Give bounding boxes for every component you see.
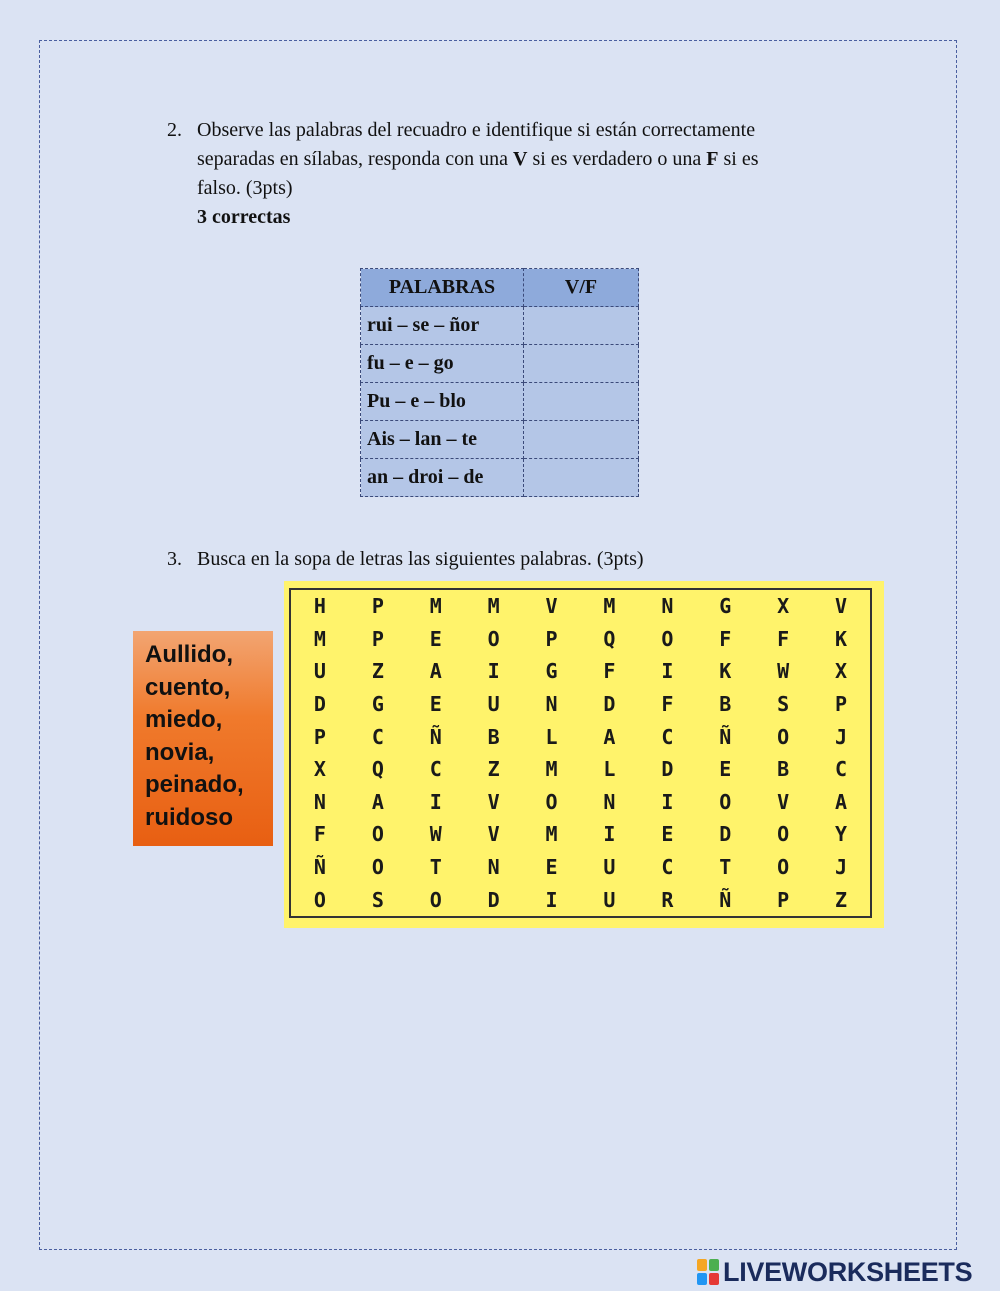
grid-cell[interactable]: O xyxy=(719,789,732,814)
grid-cell[interactable]: M xyxy=(313,626,326,651)
word-list-item: Aullido, xyxy=(145,641,233,668)
grid-cell[interactable]: I xyxy=(603,822,616,847)
grid-cell[interactable]: T xyxy=(429,855,442,880)
grid-cell[interactable]: P xyxy=(545,626,558,651)
question-line-1: Observe las palabras del recuadro e identifique si están correctamente xyxy=(197,119,756,141)
grid-cell[interactable]: S xyxy=(371,887,384,912)
grid-cell[interactable]: O xyxy=(371,855,384,880)
grid-cell[interactable]: Ñ xyxy=(719,724,732,749)
grid-cell[interactable]: M xyxy=(603,594,616,619)
grid-cell[interactable]: V xyxy=(487,822,500,847)
grid-cell[interactable]: O xyxy=(313,887,326,912)
grid-cell[interactable]: G xyxy=(719,594,732,619)
grid-cell[interactable]: Y xyxy=(835,822,848,847)
word-search-grid[interactable] xyxy=(289,588,872,918)
grid-cell[interactable]: D xyxy=(603,692,616,717)
grid-cell[interactable]: E xyxy=(429,692,442,717)
logo-text: LIVEWORKSHEETS xyxy=(723,1256,973,1287)
grid-cell[interactable]: F xyxy=(603,659,616,684)
grid-cell[interactable]: A xyxy=(371,789,384,814)
grid-cell[interactable]: T xyxy=(719,855,732,880)
table-row xyxy=(361,459,639,497)
grid-cell[interactable]: Z xyxy=(371,659,384,684)
grid-cell[interactable]: Ñ xyxy=(313,855,326,880)
grid-cell[interactable]: I xyxy=(661,789,674,814)
header-vf: V/F xyxy=(524,269,639,307)
grid-cell[interactable]: F xyxy=(719,626,732,651)
grid-cell[interactable]: V xyxy=(777,789,790,814)
syllable-table xyxy=(360,268,639,497)
grid-cell[interactable]: X xyxy=(835,659,848,684)
grid-cell[interactable]: C xyxy=(661,724,674,749)
question-line-3: falso. (3pts) xyxy=(197,177,293,199)
question-number: 3. xyxy=(167,548,182,570)
word-list-item: cuento, xyxy=(145,673,231,701)
liveworksheets-logo xyxy=(697,1256,972,1288)
grid-cell[interactable]: M xyxy=(487,594,500,619)
grid-cell[interactable]: K xyxy=(835,626,848,651)
grid-cell[interactable]: N xyxy=(545,692,558,717)
grid-cell[interactable]: F xyxy=(661,692,674,717)
grid-cell[interactable]: O xyxy=(661,626,674,651)
grid-cell[interactable]: D xyxy=(313,692,326,717)
grid-cell[interactable]: J xyxy=(835,855,848,880)
grid-cell[interactable]: O xyxy=(371,822,384,847)
question-score: 3 correctas xyxy=(197,206,291,228)
table-row xyxy=(361,421,639,459)
grid-cell[interactable]: I xyxy=(429,789,442,814)
grid-cell[interactable]: V xyxy=(487,789,500,814)
grid-cell[interactable]: M xyxy=(545,822,558,847)
grid-cell[interactable]: C xyxy=(371,724,384,749)
grid-cell[interactable]: E xyxy=(661,822,674,847)
word-cell: Ais – lan – te xyxy=(361,421,524,459)
grid-cell[interactable]: D xyxy=(719,822,732,847)
grid-cell[interactable]: H xyxy=(313,594,326,619)
grid-cell[interactable]: V xyxy=(835,594,848,619)
grid-cell[interactable]: K xyxy=(719,659,732,684)
grid-cell[interactable]: C xyxy=(661,855,674,880)
word-list-box xyxy=(133,631,273,846)
question-2 xyxy=(167,116,867,236)
grid-cell[interactable]: O xyxy=(545,789,558,814)
grid-cell[interactable]: Ñ xyxy=(429,724,442,749)
header-words: PALABRAS xyxy=(361,269,524,307)
grid-cell[interactable]: V xyxy=(545,594,558,619)
grid-cell[interactable]: O xyxy=(777,855,790,880)
grid-cell[interactable]: I xyxy=(487,659,500,684)
word-cell: fu – e – go xyxy=(361,345,524,383)
grid-cell[interactable]: D xyxy=(487,887,500,912)
answer-cell[interactable] xyxy=(524,459,639,497)
word-search-panel xyxy=(284,581,884,928)
grid-cell[interactable]: P xyxy=(777,887,790,912)
grid-cell[interactable]: A xyxy=(835,789,848,814)
grid-cell[interactable]: P xyxy=(371,594,384,619)
grid-cell[interactable]: X xyxy=(777,594,790,619)
grid-cell[interactable]: Z xyxy=(835,887,848,912)
grid-cell[interactable]: I xyxy=(545,887,558,912)
word-cell: rui – se – ñor xyxy=(361,307,524,345)
table-row xyxy=(361,345,639,383)
word-list-item: novia, xyxy=(145,738,215,766)
grid-cell[interactable]: O xyxy=(777,822,790,847)
grid-cell[interactable]: F xyxy=(313,822,326,847)
grid-cell[interactable]: C xyxy=(429,757,442,782)
grid-cell[interactable]: U xyxy=(603,855,616,880)
grid-cell[interactable]: L xyxy=(603,757,616,782)
grid-cell[interactable]: Ñ xyxy=(719,887,732,912)
grid-cell[interactable]: E xyxy=(719,757,732,782)
grid-cell[interactable]: F xyxy=(777,626,790,651)
grid-cell[interactable]: G xyxy=(371,692,384,717)
question-line-2: separadas en sílabas, responda con una V si es verdadero o una F si es xyxy=(197,148,759,170)
grid-cell[interactable]: R xyxy=(661,887,674,912)
word-cell: an – droi – de xyxy=(361,459,524,497)
grid-cell[interactable]: B xyxy=(719,692,732,717)
word-list-item: ruidoso xyxy=(145,803,233,831)
grid-cell[interactable]: P xyxy=(835,692,848,717)
grid-cell[interactable]: G xyxy=(545,659,558,684)
grid-cell[interactable]: J xyxy=(835,724,848,749)
grid-cell[interactable]: Q xyxy=(371,757,384,782)
grid-cell[interactable]: U xyxy=(313,659,326,684)
grid-cell[interactable]: M xyxy=(545,757,558,782)
question-text: Busca en la sopa de letras las siguientes palabras. (3pts) xyxy=(197,548,644,570)
grid-cell[interactable]: N xyxy=(487,855,500,880)
table-row xyxy=(361,383,639,421)
question-3 xyxy=(167,545,867,575)
grid-cell[interactable]: S xyxy=(777,692,790,717)
grid-cell[interactable]: A xyxy=(429,659,442,684)
grid-cell[interactable]: D xyxy=(661,757,674,782)
grid-cell[interactable]: E xyxy=(545,855,558,880)
word-list-item: miedo, xyxy=(145,706,223,733)
grid-cell[interactable]: E xyxy=(429,626,442,651)
grid-cell[interactable]: P xyxy=(313,724,326,749)
grid-cell[interactable]: W xyxy=(429,822,442,847)
grid-cell[interactable]: W xyxy=(777,659,790,684)
grid-cell[interactable]: O xyxy=(487,626,500,651)
answer-cell[interactable] xyxy=(524,421,639,459)
word-list-item: peinado, xyxy=(145,771,244,798)
grid-cell[interactable]: C xyxy=(835,757,848,782)
grid-cell[interactable]: P xyxy=(371,626,384,651)
grid-cell[interactable]: U xyxy=(603,887,616,912)
grid-cell[interactable]: L xyxy=(545,724,558,749)
grid-cell[interactable]: O xyxy=(777,724,790,749)
grid-cell[interactable]: N xyxy=(313,789,326,814)
grid-cell[interactable]: O xyxy=(429,887,442,912)
question-text xyxy=(197,116,867,232)
grid-cell[interactable]: N xyxy=(603,789,616,814)
grid-cell[interactable]: M xyxy=(429,594,442,619)
liveworksheets-logo-icon xyxy=(697,1259,719,1285)
grid-cell[interactable]: B xyxy=(487,724,500,749)
answer-cell[interactable] xyxy=(524,383,639,421)
grid-cell[interactable]: Z xyxy=(487,757,500,782)
grid-cell[interactable]: N xyxy=(661,594,674,619)
grid-cell[interactable]: I xyxy=(661,659,674,684)
grid-cell[interactable]: U xyxy=(487,692,500,717)
answer-cell[interactable] xyxy=(524,307,639,345)
word-cell: Pu – e – blo xyxy=(361,383,524,421)
grid-cell[interactable]: A xyxy=(603,724,616,749)
answer-cell[interactable] xyxy=(524,345,639,383)
table-row xyxy=(361,307,639,345)
grid-cell[interactable]: X xyxy=(313,757,326,782)
grid-cell[interactable]: B xyxy=(777,757,790,782)
grid-cell[interactable]: Q xyxy=(603,626,616,651)
question-number: 2. xyxy=(167,119,182,141)
